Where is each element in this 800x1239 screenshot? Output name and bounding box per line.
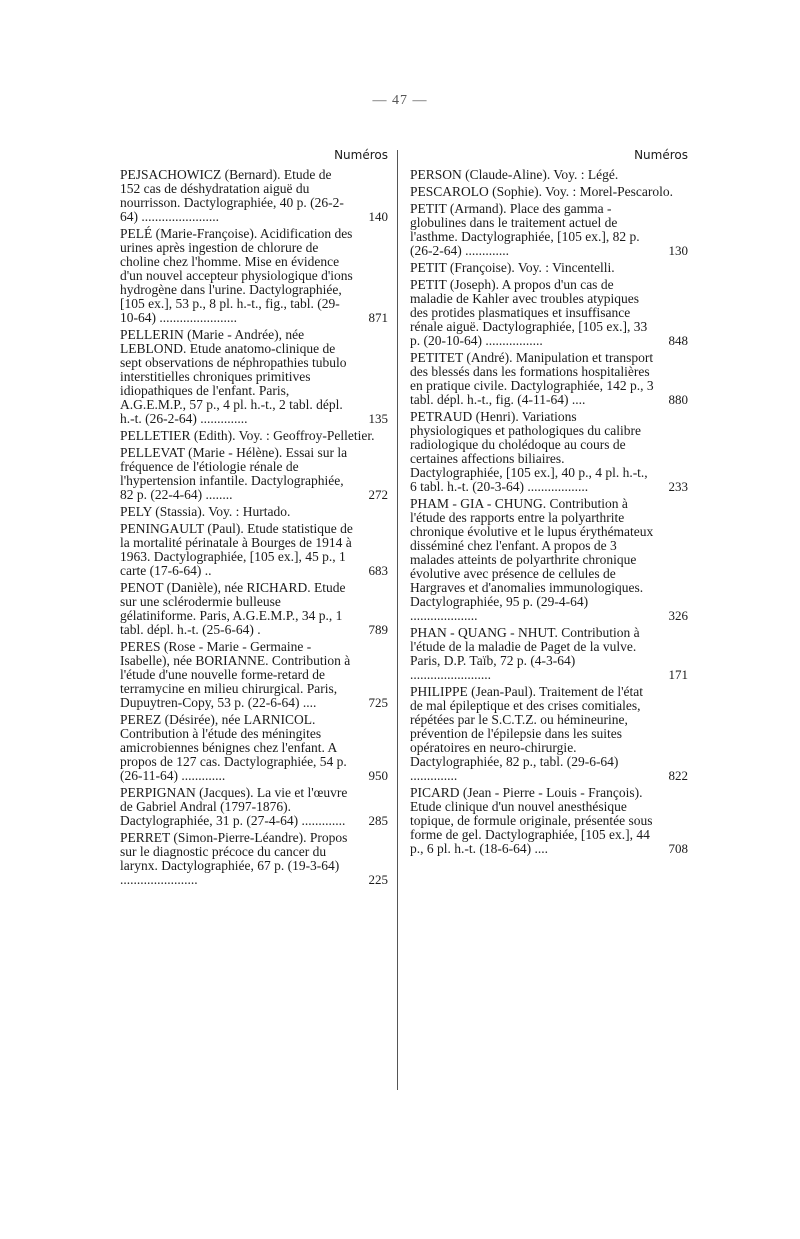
thesis-description: Voy. : Hurtado.	[208, 504, 291, 519]
thesis-number: 171	[668, 667, 688, 682]
index-entry	[410, 168, 688, 182]
thesis-description: Traitement de l'état de mal épileptique et des crises comitiales, répétées par le S.C.T.Z. ou hémineurine, prévention de l'épilepsie dans les suites opératoires en neuro-chirurgie. Dactylographiée, 82 p., tabl. (29-6-64) ..............	[410, 684, 644, 783]
thesis-description: Contribution à l'étude d'une nouvelle forme-retard de terramycine en milieu chirurgical. Paris, Dupuytren-Copy, 53 p. (22-6-64) ....	[120, 653, 351, 710]
thesis-description: Manipulation et transport des blessés dans les formations hospitalières en pratique civile. Dactylographiée, 142 p., 3 tabl. dépl. h.-t., fig. (4-11-64) ....	[410, 350, 654, 407]
author-name: PENINGAULT (Paul).	[120, 521, 244, 536]
page-number: — 47 —	[372, 93, 428, 108]
thesis-number: 285	[368, 813, 388, 828]
author-name: PEJSACHOWICZ (Bernard).	[120, 167, 281, 182]
index-entry	[120, 429, 388, 443]
thesis-number: 130	[668, 243, 688, 258]
thesis-description: Acidification des urines après ingestion de chlorure de choline chez l'homme. Mise en évidence d'un nouvel accepteur physiologique d'ions hydrogène dans l'urine. Dactylographiée, [105 ex.], 53 p., 8 pl. h.-t., fig., tabl. (29-10-64) .......................	[120, 226, 353, 325]
index-entry	[410, 685, 688, 783]
thesis-description: Contribution à l'étude des méningites amicrobiennes bénignes chez l'enfant. A propos de 127 cas. Dactylographiée, 54 p. (26-11-64) .............	[120, 726, 347, 783]
index-entry	[410, 202, 688, 258]
thesis-number: 822	[668, 768, 688, 783]
thesis-description: Essai sur la fréquence de l'étiologie rénale de l'hypertension infantile. Dactylographiée, 82 p. (22-4-64) ........	[120, 445, 348, 502]
index-entry	[410, 786, 688, 856]
author-name: PELLETIER (Edith).	[120, 428, 236, 443]
author-name: PETIT (Françoise).	[410, 260, 515, 275]
thesis-number: 708	[668, 841, 688, 856]
author-name: PHAM - GIA - CHUNG.	[410, 496, 547, 511]
index-entry	[410, 278, 688, 348]
left-column	[120, 148, 388, 890]
thesis-number: 871	[368, 310, 388, 325]
index-entry	[410, 261, 688, 275]
index-entry	[120, 227, 388, 325]
thesis-number: 725	[368, 695, 388, 710]
author-name: PERES (Rose - Marie - Germaine - Isabelle), née BORIANNE.	[120, 639, 312, 668]
author-name: PELY (Stassia).	[120, 504, 206, 519]
index-entry	[120, 505, 388, 519]
index-entry	[120, 522, 388, 578]
entry-list	[410, 168, 688, 856]
author-name: PENOT (Danièle), née RICHARD.	[120, 580, 311, 595]
thesis-description: Contribution à l'étude de la maladie de Paget de la vulve. Paris, D.P. Taïb, 72 p. (4-3-64) ........................	[410, 625, 640, 682]
index-entry	[410, 626, 688, 682]
author-name: PETIT (Armand).	[410, 201, 507, 216]
thesis-number: 135	[368, 411, 388, 426]
thesis-description: Voy. : Vincentelli.	[517, 260, 615, 275]
thesis-description: Contribution à l'étude des rapports entre la polyarthrite chronique évolutive et le lupus érythémateux disséminé chez l'enfant. A propos de 3 malades atteints de polyarthrite chronique évolutive avec présence de cellules de Hargraves et d'anomalies immunologiques. Dactylographiée, 95 p. (29-4-64) ....................	[410, 496, 654, 623]
author-name: PHAN - QUANG - NHUT.	[410, 625, 558, 640]
right-column	[410, 148, 688, 859]
thesis-number: 848	[668, 333, 688, 348]
numeros-header: Numéros	[334, 148, 388, 162]
thesis-description: Voy. : Légé.	[553, 167, 619, 182]
thesis-number: 950	[368, 768, 388, 783]
index-entry	[410, 410, 688, 494]
author-name: PESCAROLO (Sophie).	[410, 184, 543, 199]
thesis-description: Etude anatomo-clinique de sept observations de néphropathies tubulo interstitielles chroniques primitives idiopathiques de l'enfant. Paris, A.G.E.M.P., 57 p., 4 pl. h.-t., 2 tabl. dépl. h.-t. (26-2-64) ..............	[120, 341, 347, 426]
index-entry	[410, 351, 688, 407]
thesis-description: Variations physiologiques et pathologiques du calibre radiologique du cholédoque au cours de certaines affections biliaires. Dactylographiée, [105 ex.], 40 p., 4 pl. h.-t., 6 tabl. h.-t. (20-3-64) ..................	[410, 409, 648, 494]
index-entry	[410, 185, 688, 199]
thesis-description: Etude de 152 cas de déshydratation aiguë du nourrisson. Dactylographiée, 40 p. (26-2-64) .......................	[120, 167, 344, 224]
thesis-description: Propos sur le diagnostic précoce du cancer du larynx. Dactylographiée, 67 p. (19-3-64) .......................	[120, 830, 348, 887]
author-name: PELÉ (Marie-Françoise).	[120, 226, 258, 241]
numeros-header: Numéros	[634, 148, 688, 162]
author-name: PICARD (Jean - Pierre - Louis - François).	[410, 785, 643, 800]
thesis-description: Etude statistique de la mortalité périnatale à Bourges de 1914 à 1963. Dactylographiée, [105 ex.], 45 p., 1 carte (17-6-64) ..	[120, 521, 353, 578]
author-name: PEREZ (Désirée), née LARNICOL.	[120, 712, 316, 727]
thesis-number: 789	[368, 622, 388, 637]
author-name: PETRAUD (Henri).	[410, 409, 519, 424]
thesis-number: 326	[668, 608, 688, 623]
index-entry	[120, 640, 388, 710]
index-entry	[120, 831, 388, 887]
thesis-description: Etude clinique d'un nouvel anesthésique topique, de formule originale, présentée sous forme de gel. Dactylographiée, [105 ex.], 44 p., 6 pl. h.-t. (18-6-64) ....	[410, 799, 653, 856]
index-entry	[410, 497, 688, 623]
thesis-description: Voy. : Geoffroy-Pelletier.	[238, 428, 375, 443]
thesis-number: 272	[368, 487, 388, 502]
author-name: PERRET (Simon-Pierre-Léandre).	[120, 830, 307, 845]
author-name: PHILIPPE (Jean-Paul).	[410, 684, 536, 699]
thesis-number: 140	[368, 209, 388, 224]
thesis-description: Place des gamma - globulines dans le traitement actuel de l'asthme. Dactylographiée, [105 ex.], 82 p. (26-2-64) .............	[410, 201, 640, 258]
author-name: PERSON (Claude-Aline).	[410, 167, 551, 182]
entry-list	[120, 168, 388, 887]
thesis-number: 233	[668, 479, 688, 494]
thesis-description: A propos d'un cas de maladie de Kahler avec troubles atypiques des protides plasmatiques et insuffisance rénale aiguë. Dactylographiée, [105 ex.], 33 p. (20-10-64) .................	[410, 277, 648, 348]
author-name: PETITET (André).	[410, 350, 513, 365]
author-name: PELLERIN (Marie - Andrée), née LEBLOND.	[120, 327, 305, 356]
thesis-description: La vie et l'œuvre de Gabriel Andral (1797-1876). Dactylographiée, 31 p. (27-4-64) .............	[120, 785, 348, 828]
index-entry	[120, 446, 388, 502]
thesis-description: Voy. : Morel-Pescarolo.	[545, 184, 674, 199]
index-entry	[120, 581, 388, 637]
index-entry	[120, 168, 388, 224]
author-name: PETIT (Joseph).	[410, 277, 499, 292]
author-name: PELLEVAT (Marie - Hélène).	[120, 445, 283, 460]
index-entry	[120, 328, 388, 426]
column-divider	[397, 150, 398, 1090]
index-entry	[120, 713, 388, 783]
thesis-number: 683	[368, 563, 388, 578]
index-entry	[120, 786, 388, 828]
thesis-number: 225	[368, 872, 388, 887]
author-name: PERPIGNAN (Jacques).	[120, 785, 254, 800]
thesis-description: Etude sur une sclérodermie bulleuse gélatiniforme. Paris, A.G.E.M.P., 34 p., 1 tabl. dépl. h.-t. (25-6-64) .	[120, 580, 346, 637]
thesis-number: 880	[668, 392, 688, 407]
